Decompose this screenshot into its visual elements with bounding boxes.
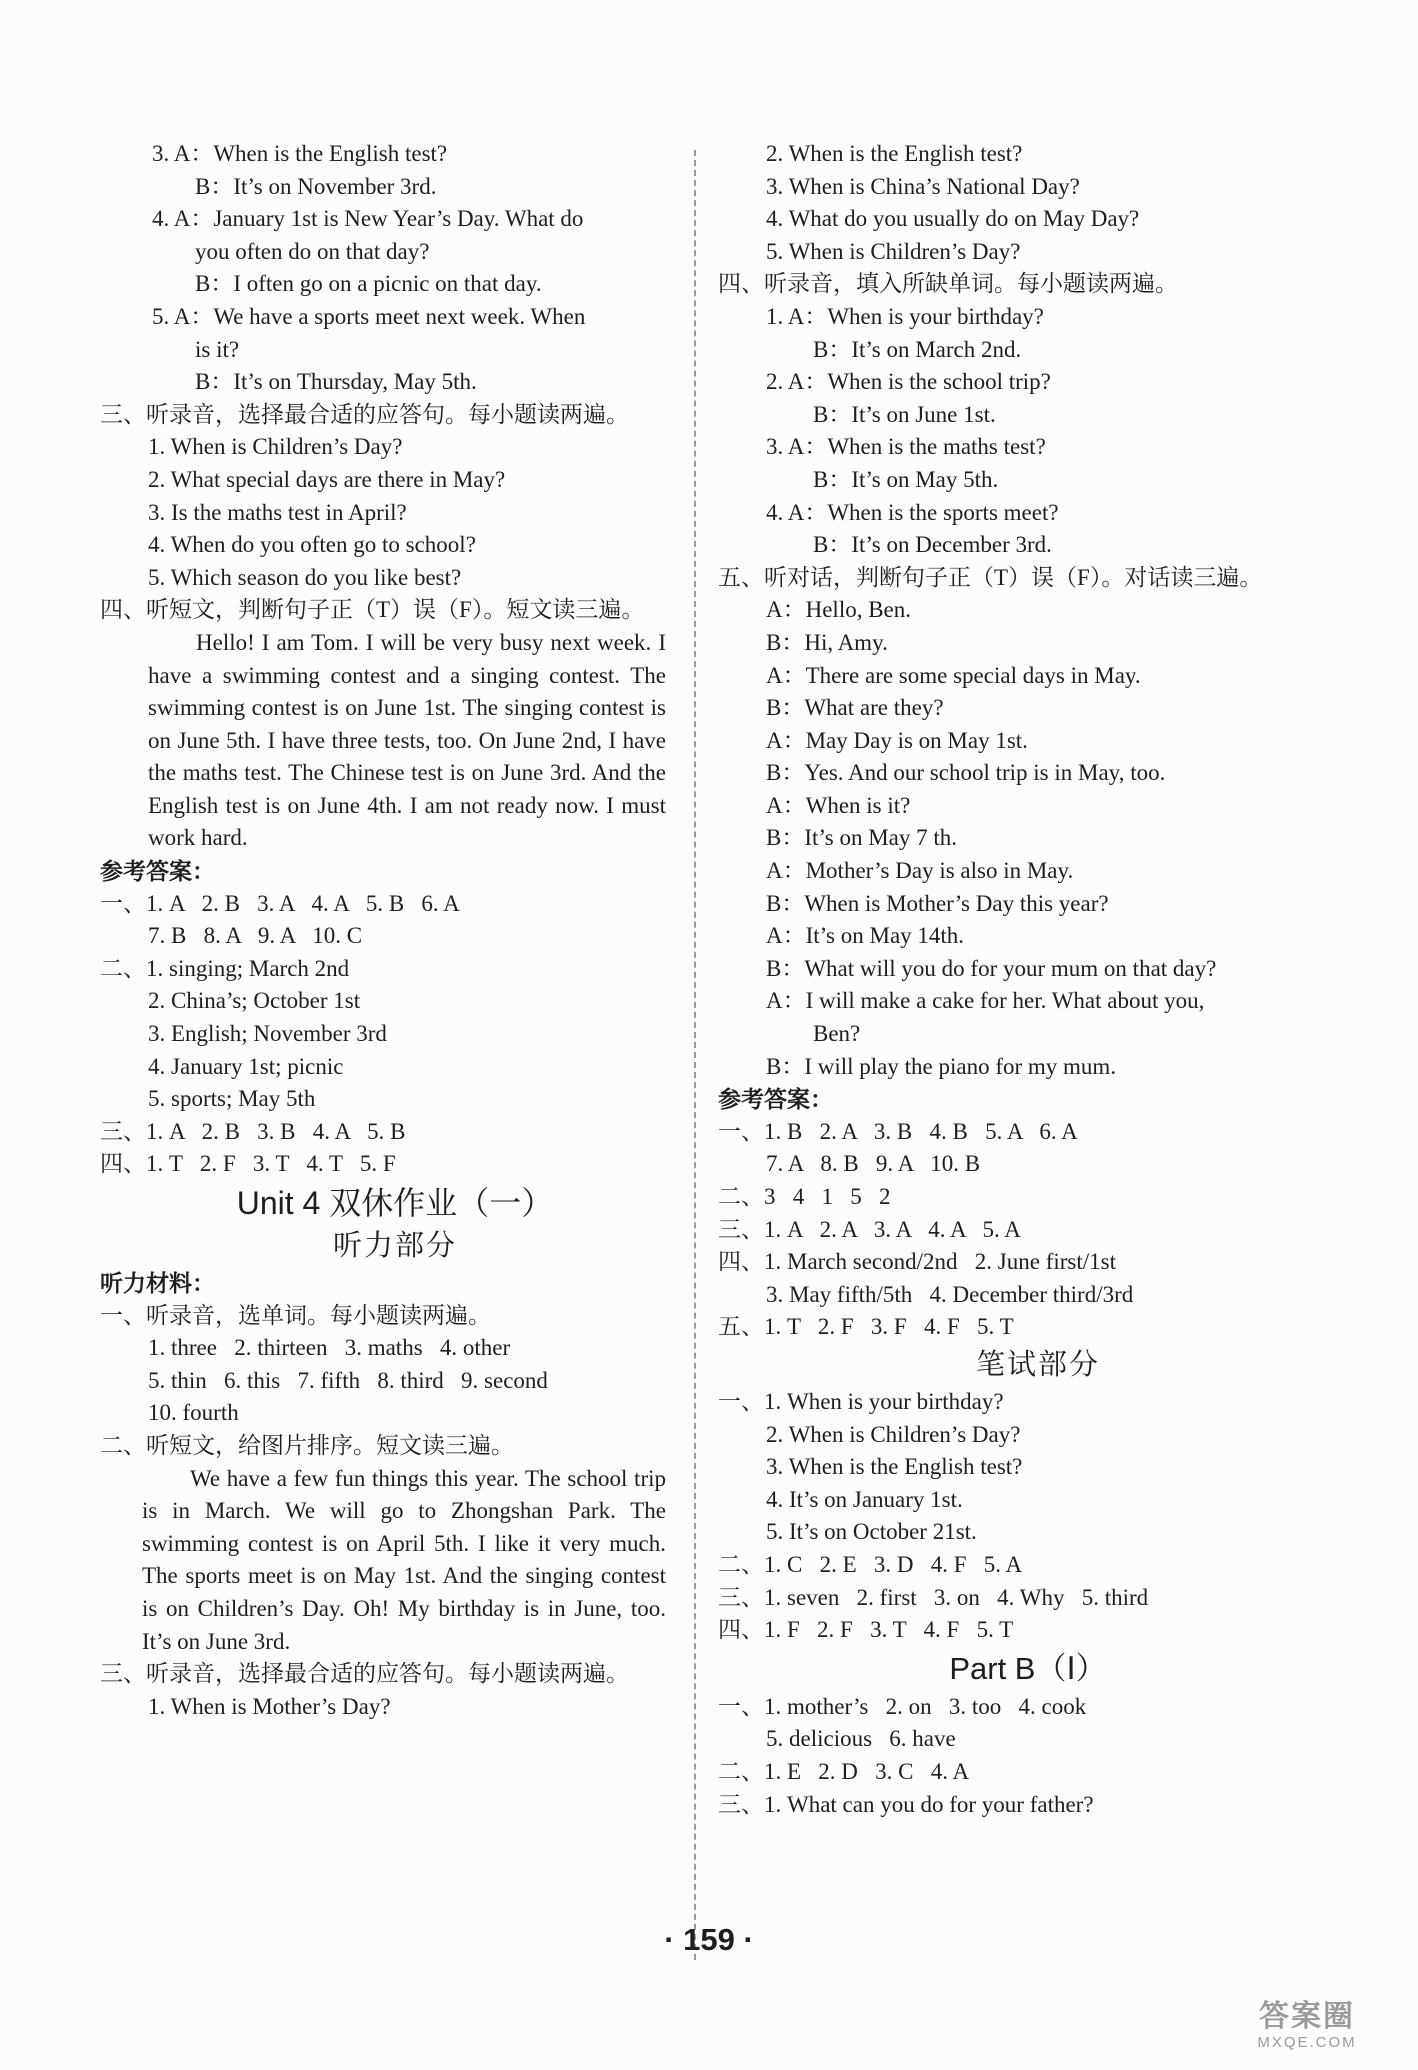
dialog-line: A：Hello, Ben. — [766, 597, 912, 623]
dialog-line: A：May Day is on May 1st. — [766, 727, 1028, 753]
answer-line: 2. When is Children’s Day? — [766, 1421, 1021, 1447]
dialog-line: B：Hi, Amy. — [766, 629, 888, 655]
answer-line: 三、1. A 2. A 3. A 4. A 5. A — [718, 1216, 1021, 1242]
answer-line: 4. It’s on January 1st. — [766, 1486, 963, 1512]
answer-line: 一、1. B 2. A 3. B 4. B 5. A 6. A — [718, 1118, 1078, 1144]
dialog-line: B：I often go on a picnic on that day. — [195, 271, 542, 297]
list-item: 1. When is Children’s Day? — [148, 434, 403, 460]
dialog-line: B：It’s on May 7 th. — [766, 825, 958, 851]
answer-line: 3. English; November 3rd — [148, 1021, 387, 1047]
material-label: 听力材料： — [100, 1270, 215, 1296]
dialog-line: B：It’s on May 5th. — [813, 466, 999, 492]
dialog-line: B：Yes. And our school trip is in May, too. — [766, 760, 1166, 786]
unit-title: Unit 4 双休作业（一） — [236, 1185, 554, 1221]
dialog-line: is it? — [195, 336, 240, 362]
dialog-line: B：When is Mother’s Day this year? — [766, 890, 1109, 916]
answer-line: 5. sports; May 5th — [148, 1086, 316, 1112]
answer-line: 五、1. T 2. F 3. F 4. F 5. T — [718, 1314, 1014, 1340]
answer-line: 5. delicious 6. have — [766, 1726, 956, 1752]
list-item: 3. Is the maths test in April? — [148, 499, 407, 525]
column-divider — [694, 150, 696, 1960]
dialog-line: A：It’s on May 14th. — [766, 923, 965, 949]
answer-line: 3. When is the English test? — [766, 1454, 1023, 1480]
section-heading: 四、听短文，判断句子正（T）误（F）。短文读三遍。 — [100, 597, 645, 623]
dialog-line: A：Mother’s Day is also in May. — [766, 858, 1074, 884]
list-line: 5. thin 6. this 7. fifth 8. third 9. second — [148, 1367, 548, 1393]
watermark-logo — [1222, 2000, 1392, 2056]
answer-line: 4. January 1st; picnic — [148, 1053, 344, 1079]
answer-line: 四、1. March second/2nd 2. June first/1st — [718, 1249, 1116, 1275]
answers-label: 参考答案： — [100, 858, 215, 885]
right-column — [718, 138, 1338, 1821]
answer-line: 三、1. What can you do for your father? — [718, 1791, 1094, 1817]
dialog-line: 2. A：When is the school trip? — [766, 369, 1051, 395]
list-item: 5. When is Children’s Day? — [766, 238, 1021, 264]
dialog-line: B：It’s on November 3rd. — [195, 173, 437, 199]
dialog-line: 4. A：January 1st is New Year’s Day. What do — [152, 206, 584, 232]
section-heading: 三、听录音，选择最合适的应答句。每小题读两遍。 — [100, 1661, 629, 1687]
answer-line: 3. May fifth/5th 4. December third/3rd — [766, 1281, 1134, 1307]
answer-line: 5. It’s on October 21st. — [766, 1519, 977, 1545]
passage: Hello! I am Tom. I will be very busy next week. I have a swimming contest and a singing contest. The swimming contest is on June 1st. The singing contest is on June 5th. I have three tests, too. On June 2nd, I have the maths test. The Chinese test is on June 3rd. And the English test is on June 4th. I am not ready now. I must work hard. — [148, 629, 666, 851]
watermark-site: MXQE.COM — [1257, 2034, 1357, 2051]
dialog-line: B：It’s on Thursday, May 5th. — [195, 369, 477, 395]
list-line: 10. fourth — [148, 1400, 239, 1426]
section-heading: 五、听对话，判断句子正（T）误（F）。对话读三遍。 — [718, 564, 1263, 590]
dialog-line: A：I will make a cake for her. What about you, — [766, 988, 1205, 1014]
answer-line: 一、1. When is your birthday? — [718, 1388, 1004, 1414]
page-number: · 159 · — [664, 1922, 754, 1957]
answer-line: 二、1. C 2. E 3. D 4. F 5. A — [718, 1551, 1023, 1577]
dialog-line: B：What are they? — [766, 695, 944, 721]
dialog-line: B：It’s on June 1st. — [813, 401, 996, 427]
answer-line: 一、1. mother’s 2. on 3. too 4. cook — [718, 1693, 1087, 1719]
passage: We have a few fun things this year. The school trip is in March. We will go to Zhongshan Park. The swimming contest is on April 5th. I like it very much. The sports meet is on May 1st. And the singing contest is on Children’s Day. Oh! My birthday is in June, too. It’s on June 3rd. — [142, 1465, 666, 1654]
answer-line: 四、1. T 2. F 3. T 4. T 5. F — [100, 1151, 396, 1177]
list-item: 2. What special days are there in May? — [148, 466, 506, 492]
list-item: 4. When do you often go to school? — [148, 532, 476, 558]
answer-line: 2. China’s; October 1st — [148, 988, 361, 1014]
dialog-line: B：It’s on December 3rd. — [813, 532, 1052, 558]
answers-label: 参考答案： — [718, 1086, 833, 1113]
list-item: 3. When is China’s National Day? — [766, 173, 1080, 199]
answer-line: 二、3 4 1 5 2 — [718, 1184, 891, 1209]
dialog-line: B：I will play the piano for my mum. — [766, 1053, 1117, 1079]
section-title: 听力部分 — [332, 1230, 457, 1262]
dialog-line: 5. A：We have a sports meet next week. When — [152, 303, 586, 329]
answer-line: 二、1. E 2. D 3. C 4. A — [718, 1758, 970, 1784]
dialog-line: 3. A：When is the maths test? — [766, 434, 1046, 460]
section-heading: 一、听录音，选单词。每小题读两遍。 — [100, 1302, 491, 1328]
answer-line: 二、1. singing; March 2nd — [100, 955, 350, 981]
answer-line: 7. A 8. B 9. A 10. B — [766, 1151, 981, 1177]
left-column — [100, 138, 670, 1723]
dialog-line: B：What will you do for your mum on that day? — [766, 955, 1217, 981]
section-heading: 四、听录音，填入所缺单词。每小题读两遍。 — [718, 271, 1178, 297]
dialog-line: 3. A：When is the English test? — [152, 141, 448, 166]
part-title: Part B（Ⅰ） — [949, 1650, 1107, 1686]
list-line: 1. three 2. thirteen 3. maths 4. other — [148, 1335, 511, 1361]
answer-line: 一、1. A 2. B 3. A 4. A 5. B 6. A — [100, 890, 460, 916]
answer-line: 三、1. seven 2. first 3. on 4. Why 5. third — [718, 1584, 1149, 1610]
answer-line: 三、1. A 2. B 3. B 4. A 5. B — [100, 1118, 406, 1144]
list-item: 1. When is Mother’s Day? — [148, 1693, 391, 1719]
dialog-line: 4. A：When is the sports meet? — [766, 499, 1059, 525]
answer-line: 7. B 8. A 9. A 10. C — [148, 923, 363, 949]
list-item: 2. When is the English test? — [766, 141, 1023, 166]
dialog-line: 1. A：When is your birthday? — [766, 303, 1044, 329]
dialog-line: B：It’s on March 2nd. — [813, 336, 1022, 362]
dialog-line: A：There are some special days in May. — [766, 662, 1141, 688]
answer-line: 四、1. F 2. F 3. T 4. F 5. T — [718, 1617, 1014, 1643]
dialog-line: A：When is it? — [766, 792, 911, 818]
dialog-line: you often do on that day? — [195, 238, 430, 264]
section-heading: 三、听录音，选择最合适的应答句。每小题读两遍。 — [100, 401, 629, 427]
dialog-line: Ben? — [813, 1021, 861, 1047]
section-title: 笔试部分 — [975, 1348, 1100, 1381]
section-heading: 二、听短文，给图片排序。短文读三遍。 — [100, 1432, 514, 1458]
list-item: 4. What do you usually do on May Day? — [766, 206, 1140, 232]
watermark-mark: 答案圈 — [1259, 2000, 1355, 2033]
list-item: 5. Which season do you like best? — [148, 564, 462, 590]
